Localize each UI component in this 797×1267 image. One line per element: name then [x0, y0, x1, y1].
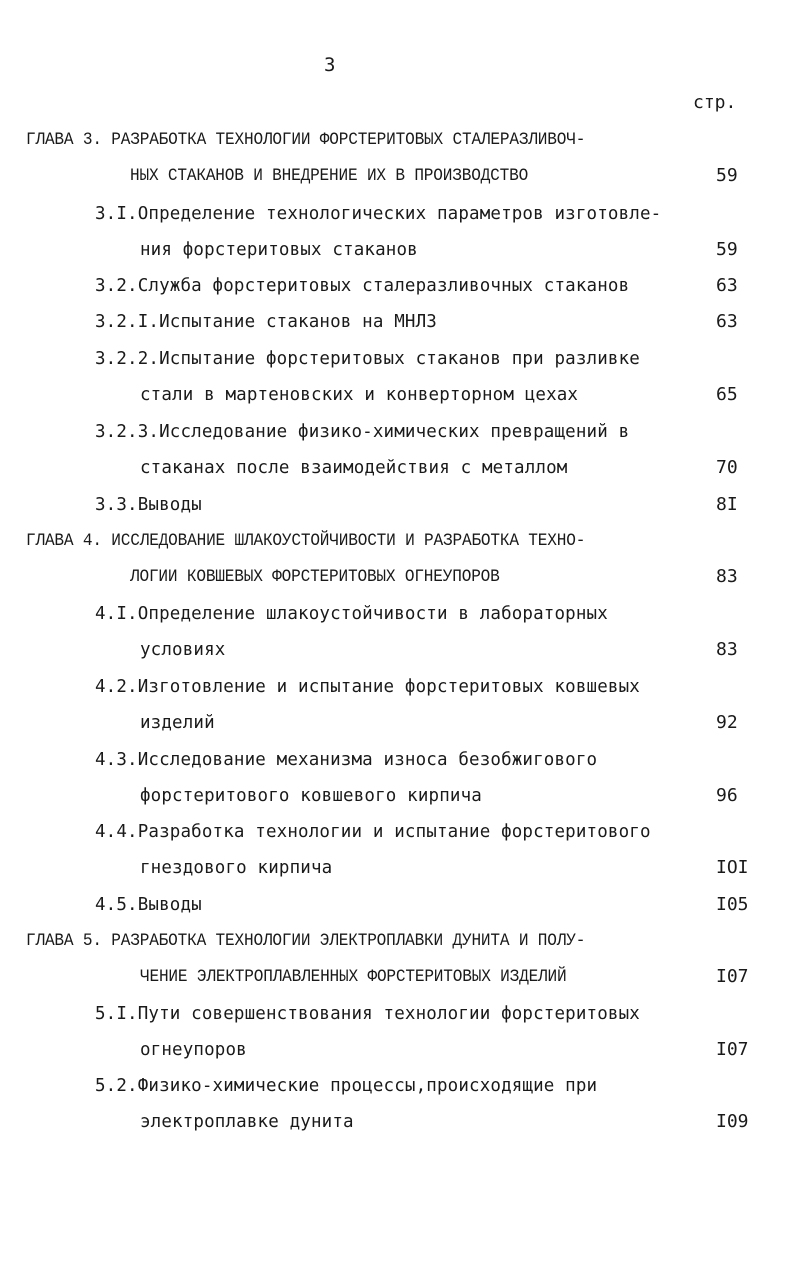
- toc-page-ref: I07: [716, 1039, 749, 1060]
- page-number: 3: [324, 54, 336, 76]
- toc-page-ref: 8I: [716, 494, 738, 515]
- section-line: ния форстеритовых стаканов: [140, 240, 418, 260]
- section-line: 5.2.Физико-химические процессы,происходящие при: [95, 1076, 598, 1096]
- section-line: стали в мартеновских и конверторном цехах: [140, 385, 579, 405]
- section-line: изделий: [140, 713, 215, 733]
- section-line: 3.2.3.Исследование физико-химических превращений в: [95, 422, 630, 442]
- section-line: 4.5.Выводы: [95, 895, 202, 915]
- toc-page-ref: 83: [716, 566, 738, 587]
- section-line: 4.3.Исследование механизма износа безобжигового: [95, 750, 598, 770]
- section-line: 5.I.Пути совершенствования технологии форстеритовых: [95, 1004, 640, 1024]
- section-line: 4.I.Определение шлакоустойчивости в лабораторных: [95, 604, 608, 624]
- toc-page-ref: 63: [716, 311, 738, 332]
- section-line: огнеупоров: [140, 1040, 247, 1060]
- section-line: электроплавке дунита: [140, 1112, 354, 1132]
- chapter-heading-line: ЛОГИИ КОВШЕВЫХ ФОРСТЕРИТОВЫХ ОГНЕУПОРОВ: [130, 567, 500, 587]
- section-line: 3.2.2.Испытание форстеритовых стаканов при разливке: [95, 349, 640, 369]
- section-line: 4.4.Разработка технологии и испытание форстеритового: [95, 822, 651, 842]
- toc-page-ref: 83: [716, 639, 738, 660]
- toc-page-ref: 96: [716, 785, 738, 806]
- toc-page-ref: 63: [716, 275, 738, 296]
- section-line: 3.2.I.Испытание стаканов на МНЛЗ: [95, 312, 437, 332]
- page-column-header: стр.: [693, 92, 737, 113]
- chapter-heading-line: ГЛАВА 3. РАЗРАБОТКА ТЕХНОЛОГИИ ФОРСТЕРИТОВЫХ СТАЛЕРАЗЛИВОЧ-: [26, 130, 586, 150]
- toc-page-ref: I05: [716, 894, 749, 915]
- section-line: 3.3.Выводы: [95, 495, 202, 515]
- section-line: гнездового кирпича: [140, 858, 333, 878]
- toc-page-ref: I09: [716, 1111, 749, 1132]
- toc-page-ref: 70: [716, 457, 738, 478]
- section-line: условиях: [140, 640, 226, 660]
- section-line: 3.I.Определение технологических параметров изготовле-: [95, 204, 662, 224]
- toc-page-ref: 59: [716, 165, 738, 186]
- chapter-heading-line: НЫХ СТАКАНОВ И ВНЕДРЕНИЕ ИХ В ПРОИЗВОДСТВО: [130, 166, 529, 186]
- toc-page-ref: 92: [716, 712, 738, 733]
- section-line: 3.2.Служба форстеритовых сталеразливочных стаканов: [95, 276, 630, 296]
- chapter-heading-line: ГЛАВА 5. РАЗРАБОТКА ТЕХНОЛОГИИ ЭЛЕКТРОПЛАВКИ ДУНИТА И ПОЛУ-: [26, 931, 586, 951]
- section-line: стаканах после взаимодействия с металлом: [140, 458, 568, 478]
- toc-page-ref: IOI: [716, 857, 749, 878]
- toc-page-ref: 59: [716, 239, 738, 260]
- chapter-heading-line: ЧЕНИЕ ЭЛЕКТРОПЛАВЛЕННЫХ ФОРСТЕРИТОВЫХ ИЗДЕЛИЙ: [140, 967, 567, 987]
- chapter-heading-line: ГЛАВА 4. ИССЛЕДОВАНИЕ ШЛАКОУСТОЙЧИВОСТИ И РАЗРАБОТКА ТЕХНО-: [26, 531, 586, 551]
- toc-page-ref: I07: [716, 966, 749, 987]
- section-line: 4.2.Изготовление и испытание форстеритовых ковшевых: [95, 677, 640, 697]
- toc-page-ref: 65: [716, 384, 738, 405]
- section-line: форстеритового ковшевого кирпича: [140, 786, 482, 806]
